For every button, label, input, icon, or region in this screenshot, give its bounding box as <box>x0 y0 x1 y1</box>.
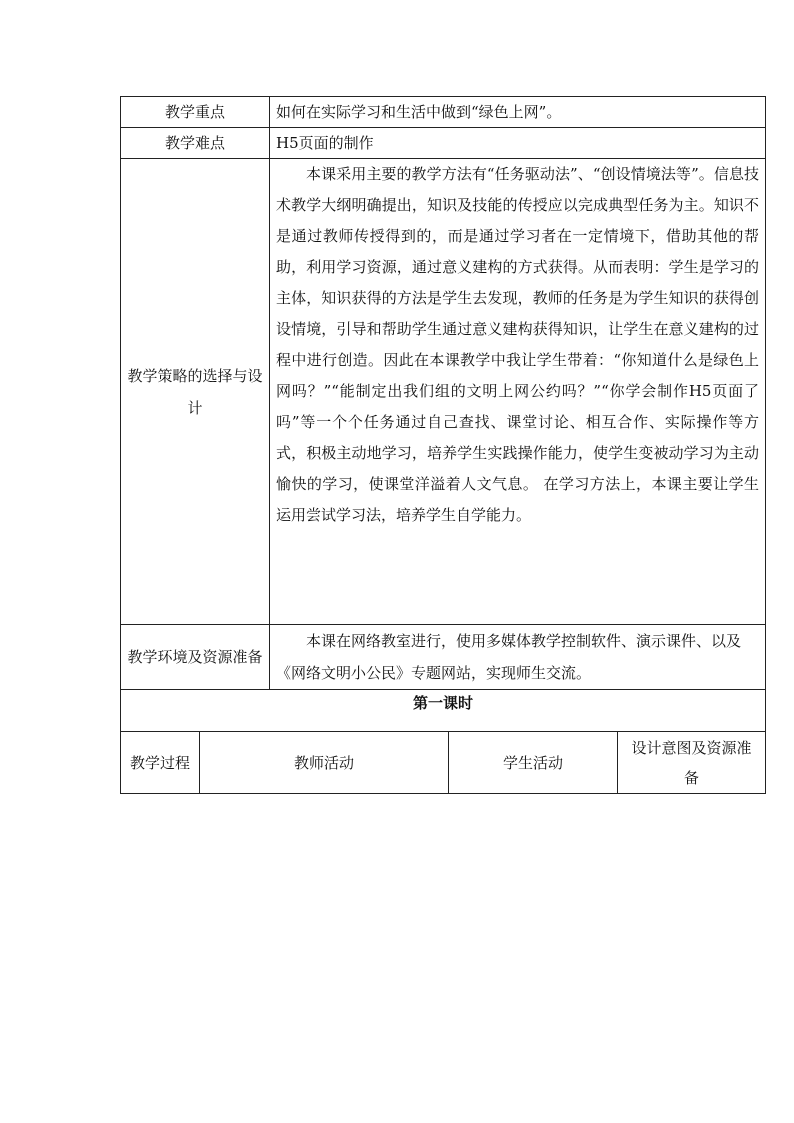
environment-label: 教学环境及资源准备 <box>121 625 270 690</box>
row-section-heading <box>121 690 766 732</box>
col-student-activity: 学生活动 <box>449 732 618 794</box>
lesson-plan-table <box>120 96 766 794</box>
row-environment <box>121 625 766 690</box>
difficulty-label: 教学难点 <box>121 128 270 159</box>
row-strategy <box>121 159 766 625</box>
col-design-intent: 设计意图及资源准备 <box>618 732 766 794</box>
col-teacher-activity: 教师活动 <box>200 732 449 794</box>
row-focus <box>121 97 766 128</box>
row-column-headers <box>121 732 766 794</box>
strategy-label: 教学策略的选择与设计 <box>121 159 270 625</box>
focus-label: 教学重点 <box>121 97 270 128</box>
row-difficulty <box>121 128 766 159</box>
difficulty-value: H5页面的制作 <box>270 128 766 159</box>
environment-text: 本课在网络教室进行，使用多媒体教学控制软件、演示课件、以及《网络文明小公民》专题网站，实现师生交流。 <box>270 625 766 690</box>
focus-value: 如何在实际学习和生活中做到“绿色上网”。 <box>270 97 766 128</box>
strategy-text: 本课采用主要的教学方法有“任务驱动法”、“创设情境法等”。信息技术教学大纲明确提出，知识及技能的传授应以完成典型任务为主。知识不是通过教师传授得到的，而是通过学习者在一定情境下，借助其他的帮助，利用学习资源，通过意义建构的方式获得。从而表明：学生是学习的主体，知识获得的方法是学生去发现，教师的任务是为学生知识的获得创设情境，引导和帮助学生通过意义建构获得知识，让学生在意义建构的过程中进行创造。因此在本课教学中我让学生带着：“你知道什么是绿色上网吗？”“能制定出我们组的文明上网公约吗？”“你学会制作H5页面了吗”等一个个任务通过自己查找、课堂讨论、相互合作、实际操作等方式，积极主动地学习，培养学生实践操作能力，使学生变被动学习为主动愉快的学习，使课堂洋溢着人文气息。 在学习方法上，本课主要让学生运用尝试学习法，培养学生自学能力。 <box>270 159 766 625</box>
col-process: 教学过程 <box>121 732 200 794</box>
section-heading: 第一课时 <box>121 690 766 732</box>
